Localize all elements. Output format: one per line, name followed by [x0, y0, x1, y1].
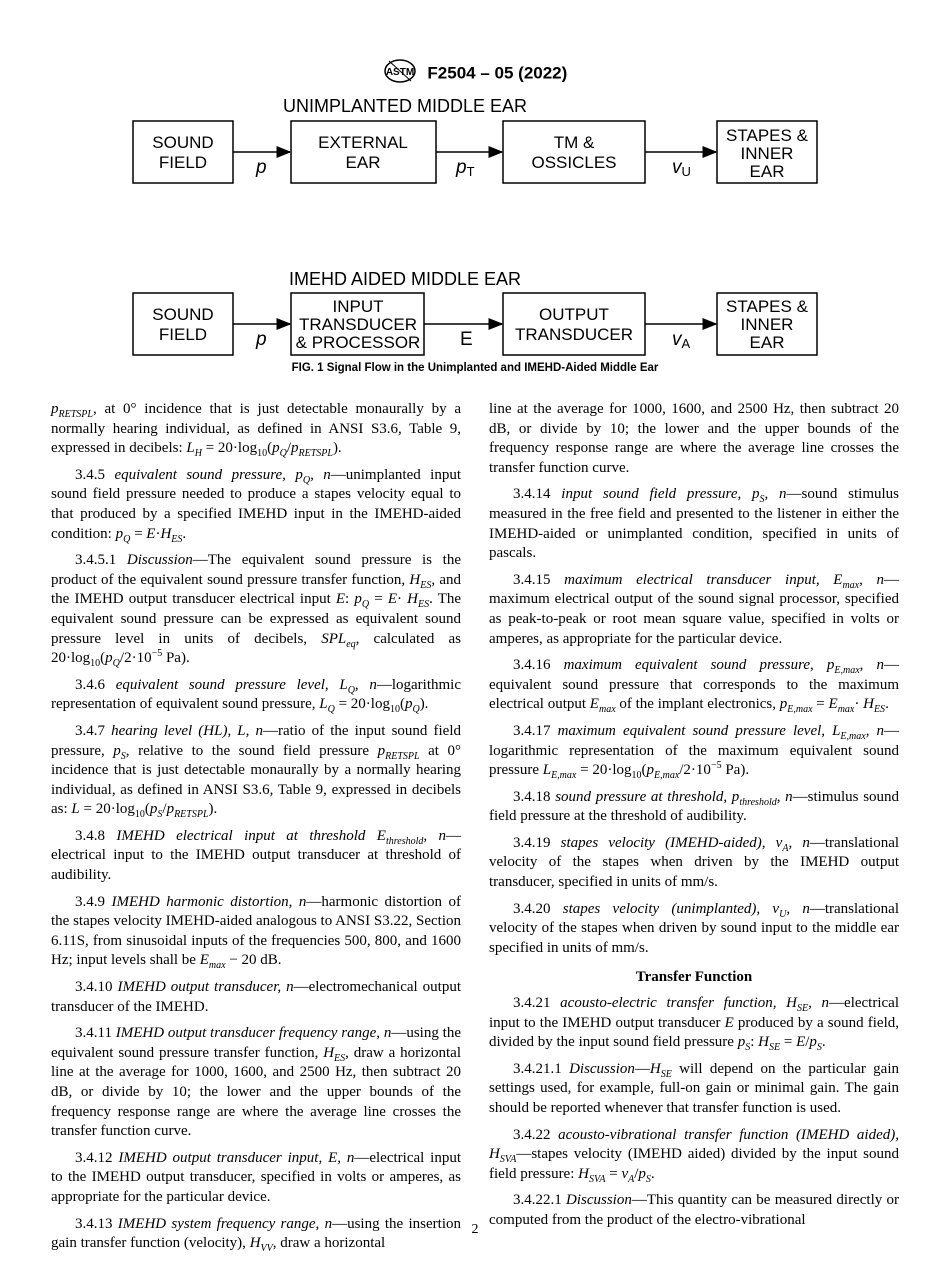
paragraph: $p_{RETSPL}$, at 0° incidence that is just detectable monaurally by a normally hearing individual, as defined in ANSI S3.6, Table 9, expressed in decibels: $L_H = 20\cdot\log_{10}(p_Q/p_{RETSPL})$.	[51, 401, 461, 460]
page-header	[0, 58, 950, 89]
paragraph: 3.4.10 IMEHD output transducer, n—electromechanical output transducer of the IMEHD.	[51, 979, 461, 1015]
svg-text:TRANSDUCER: TRANSDUCER	[298, 315, 418, 334]
paragraph: 3.4.6 equivalent sound pressure level, $L_Q$, n—logarithmic representation of equivalent sound pressure, $L_Q = 20\cdot\log_{10}(p_Q)$.	[51, 676, 462, 716]
right-column	[489, 400, 899, 1238]
box-stapes-top: STAPES &	[726, 126, 808, 145]
paragraph: 3.4.22 acousto-vibrational transfer function (IMEHD aided), $H_{SVA}—stapes$ velocity (IMEHD aided) divided by the input sound field pressure: $H_{SVA} = v_A/p_S$.	[489, 1126, 899, 1185]
box-tm-ossicles: TM &	[553, 133, 595, 152]
paragraph: 3.4.20 stapes velocity (unimplanted), $v_U$, n—translational velocity of the stapes when driven by sound input to the middle ear specified in units of mm/s.	[489, 900, 899, 956]
paragraph: 3.4.12 IMEHD output transducer input, E, n—electrical input to the IMEHD output transducer, specified in volts or amperes, as appropriate for the particular device.	[51, 1149, 461, 1205]
bottom-row	[133, 293, 817, 355]
signal-p-top: p	[256, 157, 267, 178]
paragraph: 3.4.5 equivalent sound pressure, $p_Q$, n—unimplanted input sound field pressure needed to produce a stapes velocity equal to that produced by a specified IMEHD input in the IMEHD-aided condition: $p_Q = E\cdot H_{ES}$.	[51, 466, 462, 545]
svg-text:OSSICLES: OSSICLES	[531, 153, 617, 172]
figure-caption: FIG. 1 Signal Flow in the Unimplanted and IMEHD-Aided Middle Ear	[291, 362, 659, 374]
signal-va: vA	[672, 329, 691, 351]
box-sound-field-bottom: SOUND	[152, 305, 214, 324]
paragraph: 3.4.11 IMEHD output transducer frequency range, n—using the equivalent sound pressure transfer function, $H_{ES}$, draw a horizontal line at the average for 1000, 1600, and 2500 Hz, then subtract 20 dB, or divide by 10; the lower and the upper bounds of the frequency response range are where the average line crosses the transfer function curve.	[51, 1025, 461, 1140]
signal-pt: pT	[456, 157, 475, 179]
box-stapes-bottom: STAPES &	[726, 297, 808, 316]
paragraph: 3.4.19 stapes velocity (IMEHD-aided), $v_A$, n—translational velocity of the stapes when driven by the IMEHD output transducer, specified in units of mm/s.	[489, 834, 900, 891]
page-number: 2	[471, 1222, 479, 1237]
paragraph: 3.4.18 sound pressure at threshold, $p_{threshold}$, n—stimulus sound field pressure at the threshold of audibility.	[489, 788, 900, 825]
paragraph: 3.4.9 IMEHD harmonic distortion, n—harmonic distortion of the stapes velocity IMEHD-aided analogous to ANSI S3.22, Section 6.11S, from sinusoidal inputs of the frequencies 500, 800, and 1600 Hz; input levels shall be $E_{max} - 20$ dB.	[51, 893, 461, 972]
paragraph: 3.4.7 hearing level (HL), L, n—ratio of the input sound field pressure, $p_S$, relative to the sound field pressure $p_{RETSPL}$ at 0° incidence that is just detectable monaurally by a normally hearing individual, as defined in ANSI S3.6, Table 9, expressed in decibels as: $L = 20\cdot\log_{10}(p_S/p_{RETSPL})$.	[51, 722, 462, 821]
box-output-transducer: OUTPUT	[539, 305, 609, 324]
paragraph: 3.4.21 acousto-electric transfer function, $H_{SE}$, n—electrical input to the IMEHD output transducer E produced by a sound field, divided by the input sound field pressure $p_S$: $H_{SE} = E/p_S$.	[489, 995, 899, 1054]
svg-text:ASTM: ASTM	[385, 67, 414, 78]
paragraph: 3.4.14 input sound field pressure, $p_S$, n—sound stimulus measured in the free field and presented to the listener in either the IMEHD-aided or unimplanted condition, specified in units of pascals.	[489, 486, 900, 562]
top-row	[133, 121, 817, 183]
paragraph: 3.4.16 maximum equivalent sound pressure, $p_{E,max}$, n—equivalent sound pressure that corresponds to the maximum electrical output $E_{max}$ of the implant electronics, $p_{E,max} = E_{max}\cdot H_{ES}$.	[489, 657, 900, 716]
signal-flow-figure	[120, 90, 820, 360]
svg-text:EAR: EAR	[749, 162, 785, 181]
paragraph: 3.4.17 maximum equivalent sound pressure level, $L_{E,max}$, n—logarithmic representation of the maximum equivalent sound pressure $L_{E,max} = 20\cdot\log_{10}(p_{E,max}/2\cdot 10^{-5}$ Pa).	[489, 722, 900, 782]
svg-text:EAR: EAR	[345, 153, 381, 172]
astm-logo-icon	[383, 58, 417, 89]
signal-vu: vU	[672, 157, 691, 179]
box-input-transducer: INPUT	[332, 297, 384, 316]
paragraph: 3.4.13 IMEHD system frequency range, n—using the insertion gain transfer function (velocity), $H_{VV}$, draw a horizontal	[51, 1215, 461, 1255]
left-column	[51, 400, 461, 1261]
paragraph: 3.4.8 IMEHD electrical input at threshold $E_{threshold}$, n—electrical input to the IMEHD output transducer at threshold of audibility.	[51, 827, 462, 884]
signal-e: E	[460, 329, 473, 350]
paragraph: 3.4.21.1 $Discussion—H_{SE}$ will depend on the particular gain settings used, for example, full-on gain or minimal gain. The gain should be reported whenever that transfer function is used.	[489, 1060, 899, 1116]
document-designation: F2504 – 05 (2022)	[427, 63, 568, 83]
svg-text:FIELD: FIELD	[158, 325, 208, 344]
box-external-ear: EXTERNAL	[318, 133, 408, 152]
paragraph: 3.4.15 maximum electrical transducer input, $E_{max}$, n—maximum electrical output of the sound signal processor, specified as peak-to-peak or root mean square value, specified in volts or amperes, as appropriate for the particular device.	[489, 571, 900, 647]
svg-text:EAR: EAR	[749, 333, 785, 352]
bottom-diagram-title: IMEHD AIDED MIDDLE EAR	[288, 269, 522, 289]
signal-p-bottom: p	[256, 329, 267, 350]
section-heading: Transfer Function	[635, 969, 753, 986]
svg-text:INNER: INNER	[740, 315, 794, 334]
box-sound-field-top: SOUND	[152, 133, 214, 152]
svg-text:& PROCESSOR: & PROCESSOR	[295, 333, 421, 352]
svg-text:INNER: INNER	[740, 144, 794, 163]
svg-text:TRANSDUCER: TRANSDUCER	[514, 325, 634, 344]
top-diagram-title: UNIMPLANTED MIDDLE EAR	[282, 96, 528, 116]
paragraph: 3.4.5.1 Discussion—The equivalent sound pressure is the product of the equivalent sound pressure transfer function, $H_{ES}$, and the IMEHD output transducer electrical input E: $p_Q = E\cdot H_{ES}$. The equivalent sound pressure can be expressed as equivalent sound pressure level in units of decibels, $SPL_{eq}$, calculated as $20\cdot\log_{10}(p_Q/2\cdot 10^{-5}$ Pa).	[51, 552, 462, 670]
paragraph: line at the average for 1000, 1600, and 2500 Hz, then subtract 20 dB, or divide by 10; the lower and the upper bounds of the frequency response range are where the average line crosses the transfer function curve.	[489, 401, 899, 476]
paragraph: 3.4.22.1 Discussion—This quantity can be measured directly or computed from the product of the electro-vibrational	[489, 1192, 899, 1228]
svg-text:FIELD: FIELD	[158, 153, 208, 172]
